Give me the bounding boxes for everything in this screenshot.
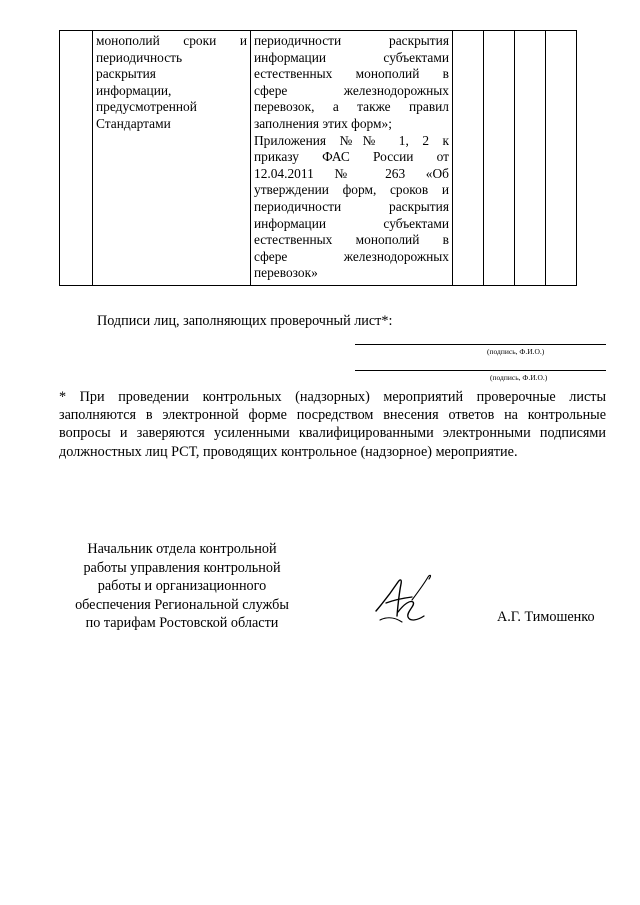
legal-basis-line: перевозок» (254, 265, 318, 281)
legal-basis-line: приказу ФАС России от (254, 149, 449, 165)
signatory-position (57, 540, 307, 633)
legal-basis-line: сфере железнодорожных (254, 82, 449, 98)
legal-basis-line: периодичности раскрытия (254, 198, 449, 214)
signatures-heading: Подписи лиц, заполняющих проверочный лист*: (97, 313, 393, 329)
signature-caption-2: (подпись, Ф.И.О.) (490, 373, 548, 382)
signature-line-2 (355, 370, 606, 371)
footnote-line: должностных лиц РСТ, проводящих контрольное (надзорное) мероприятие. (59, 443, 518, 460)
signatory-name: А.Г. Тимошенко (497, 609, 595, 625)
footnote-line: * При проведении контрольных (надзорных) мероприятий проверочные листы (59, 389, 606, 405)
legal-basis-cell (251, 31, 453, 286)
position-line: Начальник отдела контрольной (87, 541, 277, 557)
footnote-line: вопросы и заверяются усиленными квалифицированными электронными подписями (59, 425, 606, 442)
requirement-line: Стандартами (96, 115, 171, 131)
handwritten-signature (372, 570, 436, 630)
legal-basis-line: сфере железнодорожных (254, 248, 449, 264)
requirement-line: предусмотренной (96, 99, 197, 115)
answer-na-cell (515, 31, 546, 286)
legal-basis-line: утверждении форм, сроков и (254, 182, 449, 198)
position-line: работы управления контрольной (83, 559, 281, 576)
legal-basis-line: естественных монополий в (254, 232, 449, 248)
footnote (59, 388, 606, 461)
requirement-line: информации, (96, 82, 172, 98)
legal-basis-line: периодичности раскрытия (254, 33, 449, 48)
requirement-line: монополий сроки и (96, 33, 247, 48)
comment-cell (546, 31, 577, 286)
checklist-table (59, 30, 577, 286)
requirement-line: периодичность (96, 49, 183, 65)
legal-basis-line: информации субъектами (254, 215, 449, 231)
table-row (60, 31, 577, 286)
legal-basis-line: естественных монополий в (254, 66, 449, 82)
answer-no-cell (484, 31, 515, 286)
footnote-line: заполняются в электронной форме посредством внесения ответов на контрольные (59, 407, 606, 424)
row-number-cell (60, 31, 93, 286)
requirement-line: раскрытия (96, 66, 156, 82)
answer-yes-cell (453, 31, 484, 286)
position-line: по тарифам Ростовской области (85, 615, 279, 632)
signature-line-1 (355, 344, 606, 345)
legal-basis-line: перевозок, а также правил (254, 99, 449, 115)
signature-caption-1: (подпись, Ф.И.О.) (487, 347, 545, 356)
legal-basis-line: Приложения №№ 1, 2 к (254, 132, 449, 148)
position-line: обеспечения Региональной службы (75, 596, 289, 613)
requirement-cell (93, 31, 251, 286)
position-line: работы и организационного (97, 578, 267, 595)
legal-basis-line: 12.04.2011 № 263 «Об (254, 165, 449, 181)
legal-basis-line: заполнения этих форм»; (254, 115, 392, 131)
legal-basis-line: информации субъектами (254, 49, 449, 65)
